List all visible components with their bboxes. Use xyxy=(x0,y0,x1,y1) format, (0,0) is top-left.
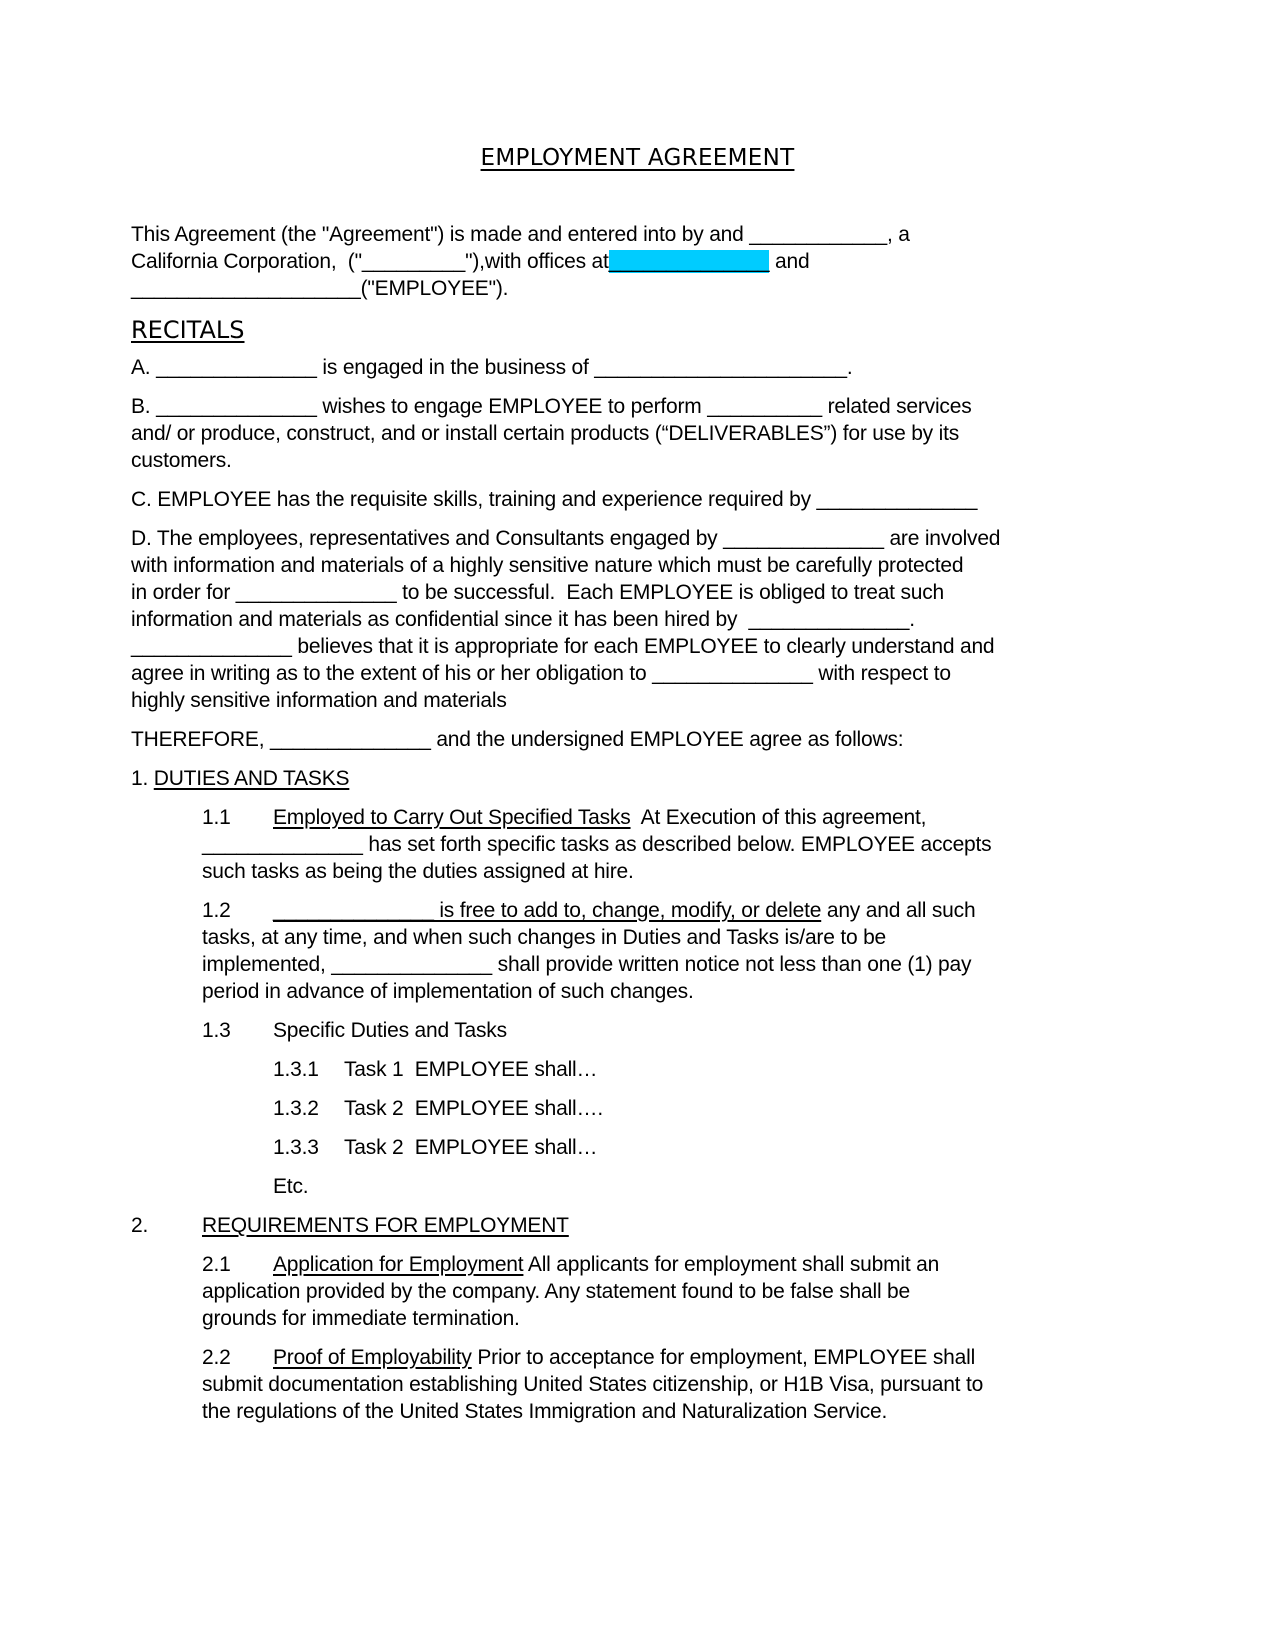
section-1-1-title: Employed to Carry Out Specified Tasks xyxy=(273,806,631,829)
task-text: Task 1 EMPLOYEE shall… xyxy=(344,1058,598,1081)
section-2-title: REQUIREMENTS FOR EMPLOYMENT xyxy=(202,1214,569,1237)
section-2-1-title: Application for Employment xyxy=(273,1253,524,1276)
section-1-1-text: At Execution of this agreement, xyxy=(630,806,927,829)
section-2-number: 2. xyxy=(131,1214,149,1237)
section-1-title: DUTIES AND TASKS xyxy=(153,767,350,790)
recital-d-line-6: agree in writing as to the extent of his or her obligation to ______________ with respect to xyxy=(131,662,951,685)
recitals-heading: RECITALS xyxy=(131,316,245,344)
task-item xyxy=(273,1057,597,1083)
recital-b-line-1: B. ______________ wishes to engage EMPLOYEE to perform __________ related services xyxy=(131,395,972,418)
intro-line-2-end: and xyxy=(769,250,810,273)
section-1-1-number: 1.1 xyxy=(202,806,231,829)
highlighted-office-blank[interactable]: ______________ xyxy=(608,250,770,273)
therefore-clause: THEREFORE, ______________ and the undersigned EMPLOYEE agree as follows: xyxy=(131,728,904,751)
section-1-3-title: Specific Duties and Tasks xyxy=(273,1019,507,1042)
section-2-2-line-1 xyxy=(202,1345,975,1371)
task-number: 1.3.3 xyxy=(273,1136,319,1159)
section-1-1-line-3: such tasks as being the duties assigned at hire. xyxy=(202,860,634,883)
section-2-2-text: Prior to acceptance for employment, EMPLOYEE shall xyxy=(471,1346,976,1369)
document-title-text: EMPLOYMENT AGREEMENT xyxy=(480,145,795,171)
task-item xyxy=(273,1135,597,1161)
recital-d-line-4: information and materials as confidential since it has been hired by ______________. xyxy=(131,608,915,631)
recital-d-line-1: D. The employees, representatives and Consultants engaged by ______________ are involved xyxy=(131,527,1001,550)
recital-d-line-3: in order for ______________ to be successful. Each EMPLOYEE is obliged to treat such xyxy=(131,581,945,604)
intro-line-3: ____________________("EMPLOYEE"). xyxy=(131,277,509,300)
recital-d-line-7: highly sensitive information and materials xyxy=(131,689,507,712)
section-1-3-number: 1.3 xyxy=(202,1019,231,1042)
task-etc: Etc. xyxy=(273,1175,309,1198)
section-1-2-line-3: implemented, ______________ shall provide written notice not less than one (1) pay xyxy=(202,953,972,976)
recital-d-line-5: ______________ believes that it is appropriate for each EMPLOYEE to clearly understand and xyxy=(131,635,995,658)
section-2-1-text: All applicants for employment shall submit an xyxy=(523,1253,940,1276)
section-2-1-line-2: application provided by the company. Any statement found to be false shall be xyxy=(202,1280,911,1303)
task-text: Task 2 EMPLOYEE shall…. xyxy=(344,1097,603,1120)
section-1-2-line-1 xyxy=(202,898,975,924)
section-2-2-line-2: submit documentation establishing United States citizenship, or H1B Visa, pursuant to xyxy=(202,1373,984,1396)
section-1-3-heading xyxy=(202,1018,507,1044)
section-1-2-text: any and all such xyxy=(821,899,976,922)
section-2-1-line-1 xyxy=(202,1252,939,1278)
document-title xyxy=(0,145,1275,171)
section-2-2-line-3: the regulations of the United States Immigration and Naturalization Service. xyxy=(202,1400,888,1423)
recital-a: A. ______________ is engaged in the business of ______________________. xyxy=(131,356,853,379)
section-1-2-number: 1.2 xyxy=(202,899,231,922)
recital-d-line-2: with information and materials of a highly sensitive nature which must be carefully protected xyxy=(131,554,964,577)
section-1-1-line-2: ______________ has set forth specific tasks as described below. EMPLOYEE accepts xyxy=(202,833,992,856)
intro-line-2-text: California Corporation, ("_________"),with offices at xyxy=(131,250,609,273)
section-2-heading xyxy=(131,1213,569,1239)
task-number: 1.3.1 xyxy=(273,1058,319,1081)
task-item xyxy=(273,1096,603,1122)
task-number: 1.3.2 xyxy=(273,1097,319,1120)
recital-c: C. EMPLOYEE has the requisite skills, training and experience required by ______________ xyxy=(131,488,978,511)
recital-b-line-3: customers. xyxy=(131,449,232,472)
section-1-2-line-4: period in advance of implementation of such changes. xyxy=(202,980,694,1003)
intro-line-2 xyxy=(131,249,809,275)
intro-line-1: This Agreement (the "Agreement") is made and entered into by and ____________, a xyxy=(131,223,910,246)
task-text: Task 2 EMPLOYEE shall… xyxy=(344,1136,598,1159)
section-1-number: 1. xyxy=(131,767,154,790)
section-1-2-line-2: tasks, at any time, and when such changes in Duties and Tasks is/are to be xyxy=(202,926,887,949)
section-2-1-line-3: grounds for immediate termination. xyxy=(202,1307,520,1330)
section-2-2-number: 2.2 xyxy=(202,1346,231,1369)
section-1-1-line-1 xyxy=(202,805,926,831)
section-2-2-title: Proof of Employability xyxy=(273,1346,472,1369)
recital-b-line-2: and/ or produce, construct, and or install certain products (“DELIVERABLES”) for use by its xyxy=(131,422,960,445)
section-1-heading xyxy=(131,766,349,792)
section-1-2-underlined: ______________ is free to add to, change, modify, or delete xyxy=(273,899,822,922)
section-2-1-number: 2.1 xyxy=(202,1253,231,1276)
